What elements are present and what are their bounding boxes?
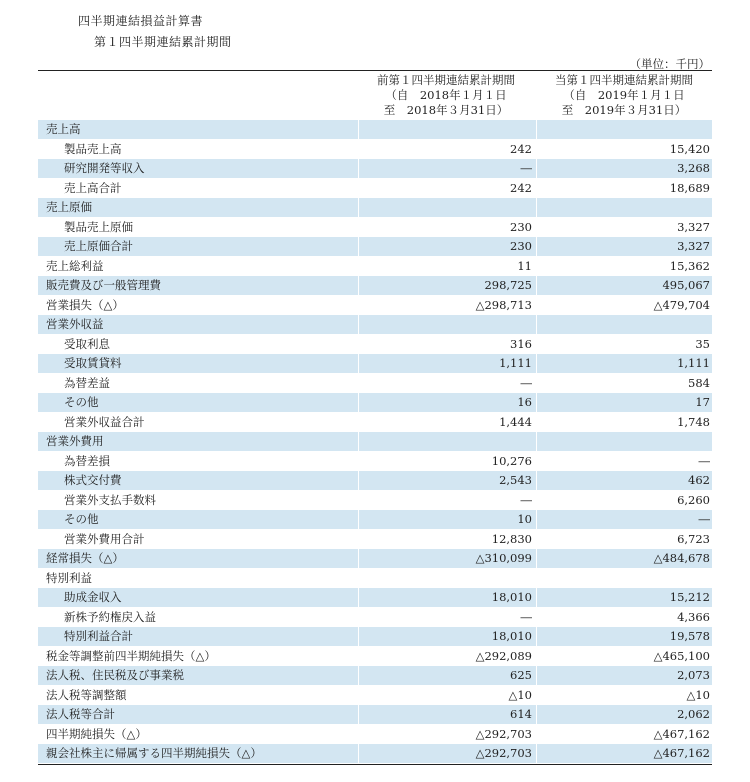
column-separator [536, 393, 537, 412]
curr-period-value: 462 [688, 473, 710, 487]
table-row [38, 179, 712, 199]
column-separator [358, 510, 359, 529]
column-separator [358, 120, 359, 139]
column-separator [358, 179, 359, 198]
table-row [38, 510, 712, 530]
column-separator [536, 549, 537, 568]
prev-period-value: △292,703 [475, 726, 532, 741]
prev-period-value: 10,276 [491, 453, 532, 468]
column-separator [536, 725, 537, 744]
curr-period-value: △484,678 [653, 551, 710, 565]
curr-period-value: 15,362 [669, 258, 710, 273]
table-body [38, 120, 712, 764]
column-separator [358, 627, 359, 646]
prev-period-value: 18,010 [491, 629, 532, 643]
table-row [38, 686, 712, 706]
prev-period-value: ― [520, 492, 532, 507]
curr-period-value: △10 [686, 687, 710, 702]
column-separator [536, 257, 537, 276]
table-row [38, 647, 712, 667]
row-label: 税金等調整前四半期純損失（△） [46, 648, 216, 663]
column-separator [536, 120, 537, 139]
unit-label: （単位：千円） [629, 57, 710, 71]
column-separator [536, 159, 537, 178]
column-separator [536, 588, 537, 607]
row-label: 製品売上高 [64, 141, 122, 156]
column-separator [358, 257, 359, 276]
row-label: 為替差益 [64, 375, 110, 390]
row-label: その他 [64, 395, 99, 409]
column-separator [358, 569, 359, 588]
prev-period-value: 1,444 [499, 414, 532, 429]
curr-period-value: 1,111 [677, 356, 710, 370]
row-label: 売上総利益 [46, 258, 104, 273]
row-label: 営業外収益合計 [64, 414, 145, 429]
table-row [38, 237, 712, 257]
table-bottom-rule [38, 764, 712, 765]
table-row [38, 452, 712, 472]
column-separator [536, 510, 537, 529]
column-separator [536, 452, 537, 471]
prev-period-value: 1,111 [499, 356, 532, 370]
curr-period-value: 17 [695, 395, 710, 409]
prev-period-value: △10 [508, 687, 532, 702]
column-separator [358, 588, 359, 607]
column-separator [358, 647, 359, 666]
column-separator [536, 296, 537, 315]
table-row [38, 744, 712, 764]
table-header [38, 70, 712, 122]
header-curr-period [536, 73, 712, 118]
row-label: 特別利益合計 [64, 629, 133, 643]
row-label: 営業外費用 [46, 434, 104, 448]
prev-period-value: 614 [510, 707, 532, 721]
prev-period-value: 230 [510, 239, 532, 253]
header-curr-line3: 至 2019年３月31日） [561, 103, 687, 117]
column-separator [358, 374, 359, 393]
row-label: 新株予約権戻入益 [64, 609, 156, 624]
curr-period-value: 2,073 [677, 668, 710, 682]
table-row [38, 491, 712, 511]
table-row [38, 198, 712, 218]
row-label: 法人税等調整額 [46, 687, 127, 702]
row-label: その他 [64, 512, 99, 526]
table-row [38, 218, 712, 238]
column-separator [358, 140, 359, 159]
column-separator [358, 315, 359, 334]
table-row [38, 549, 712, 569]
table-row [38, 393, 712, 413]
row-label: 営業外収益 [46, 317, 104, 331]
table-row [38, 140, 712, 160]
column-separator [358, 393, 359, 412]
row-label: 製品売上原価 [64, 219, 133, 234]
column-separator [358, 452, 359, 471]
column-separator [358, 530, 359, 549]
row-label: 売上高合計 [64, 180, 122, 195]
header-curr-line1: 当第１四半期連結累計期間 [555, 73, 693, 87]
curr-period-value: ― [698, 512, 710, 526]
column-separator [536, 705, 537, 724]
prev-period-value: 625 [510, 668, 532, 682]
prev-period-value: △298,713 [475, 297, 532, 312]
curr-period-value: △465,100 [653, 648, 710, 663]
column-separator [536, 354, 537, 373]
column-separator [536, 374, 537, 393]
row-label: 営業損失（△） [46, 297, 124, 312]
row-label: 研究開発等収入 [64, 161, 145, 175]
prev-period-value: 242 [510, 141, 532, 156]
document-subtitle: 第１四半期連結累計期間 [94, 35, 232, 49]
prev-period-value: ― [520, 609, 532, 624]
prev-period-value: 16 [517, 395, 532, 409]
curr-period-value: 495,067 [662, 278, 710, 292]
column-separator [536, 198, 537, 217]
prev-period-value: 11 [517, 258, 532, 273]
header-curr-line2: （自 2019年１月１日 [563, 88, 685, 102]
table-row [38, 432, 712, 452]
column-separator [536, 179, 537, 198]
curr-period-value: 18,689 [669, 180, 710, 195]
column-separator [536, 608, 537, 627]
column-separator [358, 432, 359, 451]
column-separator [536, 218, 537, 237]
curr-period-value: 6,723 [677, 531, 710, 546]
table-row [38, 569, 712, 589]
row-label: 売上高 [46, 122, 81, 136]
row-label: 親会社株主に帰属する四半期純損失（△） [46, 746, 262, 760]
column-separator [536, 413, 537, 432]
row-label: 売上原価 [46, 200, 92, 214]
column-separator [536, 140, 537, 159]
curr-period-value: 6,260 [677, 492, 710, 507]
column-separator [536, 686, 537, 705]
column-separator [358, 413, 359, 432]
row-label: 受取賃貸料 [64, 356, 122, 370]
table-row [38, 374, 712, 394]
curr-period-value: 3,327 [677, 239, 710, 253]
row-label: 法人税等合計 [46, 707, 115, 721]
table-row [38, 725, 712, 745]
curr-period-value: △479,704 [653, 297, 710, 312]
header-prev-line3: 至 2018年３月31日） [383, 103, 509, 117]
column-separator [358, 705, 359, 724]
table-row [38, 413, 712, 433]
column-separator [536, 491, 537, 510]
column-separator [536, 432, 537, 451]
curr-period-value: 35 [695, 336, 710, 351]
curr-period-value: 3,268 [677, 161, 710, 175]
curr-period-value: 584 [688, 375, 710, 390]
column-separator [358, 159, 359, 178]
column-separator [358, 237, 359, 256]
curr-period-value: ― [698, 453, 710, 468]
table-row [38, 276, 712, 296]
prev-period-value: 316 [510, 336, 532, 351]
row-label: 為替差損 [64, 453, 110, 468]
curr-period-value: 4,366 [677, 609, 710, 624]
table-row [38, 335, 712, 355]
row-label: 営業外費用合計 [64, 531, 145, 546]
column-separator [358, 608, 359, 627]
column-separator [358, 471, 359, 490]
prev-period-value: 230 [510, 219, 532, 234]
table-row [38, 471, 712, 491]
row-label: 四半期純損失（△） [46, 726, 147, 741]
table-row [38, 530, 712, 550]
curr-period-value: 19,578 [669, 629, 710, 643]
column-separator [358, 335, 359, 354]
header-prev-line1: 前第１四半期連結累計期間 [377, 73, 515, 87]
row-label: 特別利益 [46, 570, 92, 585]
column-separator [536, 471, 537, 490]
table-row [38, 296, 712, 316]
column-separator [358, 296, 359, 315]
prev-period-value: 242 [510, 180, 532, 195]
curr-period-value: 15,212 [669, 590, 710, 604]
row-label: 売上原価合計 [64, 239, 133, 253]
column-separator [536, 569, 537, 588]
row-label: 営業外支払手数料 [64, 492, 156, 507]
row-label: 株式交付費 [64, 473, 122, 487]
prev-period-value: 18,010 [491, 590, 532, 604]
prev-period-value: 10 [517, 512, 532, 526]
column-separator [358, 198, 359, 217]
column-separator [536, 315, 537, 334]
table-row [38, 608, 712, 628]
row-label: 経常損失（△） [46, 551, 124, 565]
curr-period-value: 15,420 [669, 141, 710, 156]
header-prev-line2: （自 2018年１月１日 [385, 88, 507, 102]
prev-period-value: △292,703 [475, 746, 532, 760]
curr-period-value: 2,062 [677, 707, 710, 721]
column-separator [536, 335, 537, 354]
table-row [38, 627, 712, 647]
table-row [38, 354, 712, 374]
row-label: 受取利息 [64, 336, 110, 351]
curr-period-value: 3,327 [677, 219, 710, 234]
curr-period-value: △467,162 [653, 746, 710, 760]
column-separator [358, 354, 359, 373]
column-separator [358, 744, 359, 763]
column-separator [536, 276, 537, 295]
row-label: 法人税、住民税及び事業税 [46, 668, 184, 682]
column-separator [536, 744, 537, 763]
prev-period-value: 12,830 [491, 531, 532, 546]
column-separator [358, 686, 359, 705]
column-separator [358, 218, 359, 237]
row-label: 販売費及び一般管理費 [46, 278, 161, 292]
document-title: 四半期連結損益計算書 [78, 14, 204, 28]
table-row [38, 257, 712, 277]
curr-period-value: △467,162 [653, 726, 710, 741]
table-row [38, 705, 712, 725]
column-separator [536, 530, 537, 549]
prev-period-value: ― [520, 161, 532, 175]
table-row [38, 120, 712, 140]
prev-period-value: △310,099 [475, 551, 532, 565]
prev-period-value: △292,089 [475, 648, 532, 663]
table-row [38, 159, 712, 179]
row-label: 助成金収入 [64, 590, 122, 604]
table-row [38, 588, 712, 608]
prev-period-value: 2,543 [499, 473, 532, 487]
prev-period-value: ― [520, 375, 532, 390]
table-row [38, 315, 712, 335]
column-separator [358, 491, 359, 510]
column-separator [358, 666, 359, 685]
column-separator [358, 549, 359, 568]
column-separator [536, 237, 537, 256]
column-separator [536, 666, 537, 685]
column-separator [536, 627, 537, 646]
column-separator [358, 276, 359, 295]
curr-period-value: 1,748 [677, 414, 710, 429]
prev-period-value: 298,725 [484, 278, 532, 292]
header-prev-period [358, 73, 534, 118]
column-separator [536, 647, 537, 666]
column-separator [358, 725, 359, 744]
table-row [38, 666, 712, 686]
